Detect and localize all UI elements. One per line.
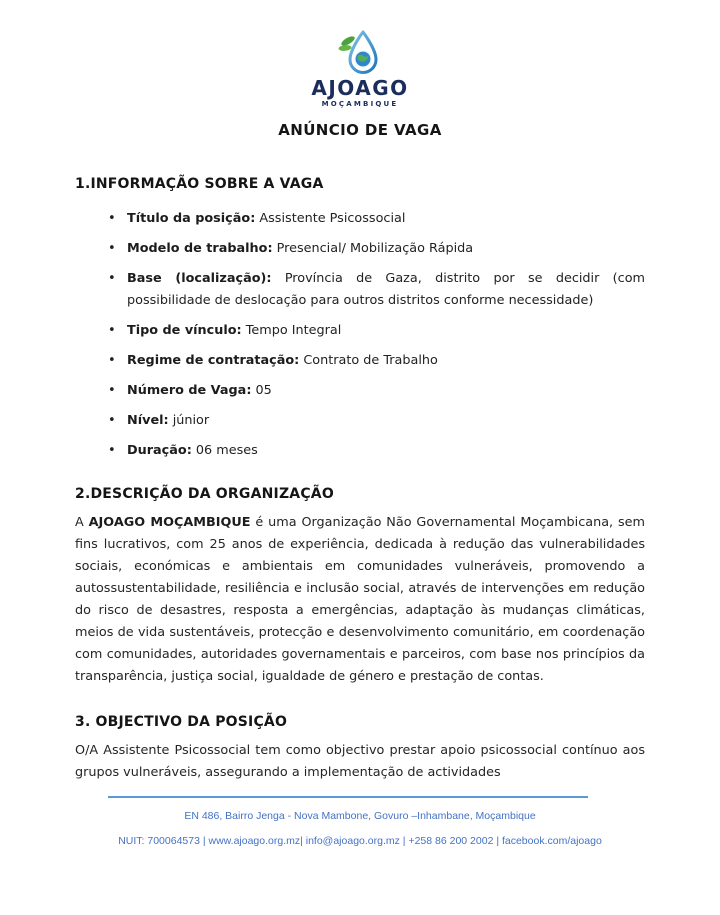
item-value: Tempo Integral (245, 323, 342, 338)
item-label: Modelo de trabalho: (127, 241, 273, 256)
paragraph-lead: A (75, 515, 84, 530)
list-item (75, 238, 645, 260)
list-item (75, 380, 645, 402)
item-label: Tipo de vínculo: (127, 323, 242, 338)
list-item (75, 268, 645, 312)
item-label: Nível: (127, 413, 169, 428)
item-value: 06 meses (195, 443, 258, 458)
section-vacancy-info (75, 176, 645, 462)
organization-paragraph (75, 512, 645, 688)
list-item (75, 440, 645, 462)
item-value: Província de Gaza, distrito por se decidir (com possibilidade de deslocação para outros distritos conforme necessidade) (127, 271, 645, 308)
item-label: Regime de contratação: (127, 353, 300, 368)
item-label: Título da posição: (127, 211, 256, 226)
section-organization (75, 486, 645, 688)
footer-divider (108, 796, 588, 798)
section-objective (75, 714, 645, 784)
item-value: Contrato de Trabalho (303, 353, 438, 368)
footer-address: EN 486, Bairro Jenga - Nova Mambone, Govuro –Inhambane, Moçambique (184, 810, 536, 822)
document-title: ANÚNCIO DE VAGA (278, 121, 442, 139)
logo (311, 30, 408, 109)
document-header (75, 30, 645, 139)
org-name-inline: AJOAGO MOÇAMBIQUE (88, 515, 251, 530)
org-name: AJOAGO (311, 76, 409, 100)
item-value: júnior (172, 413, 210, 428)
water-drop-globe-leaf-icon (330, 30, 390, 76)
item-label: Base (localização): (127, 271, 272, 286)
section-heading-info: 1.INFORMAÇÃO SOBRE A VAGA (75, 176, 324, 192)
item-value: Assistente Psicossocial (259, 211, 406, 226)
document-footer (75, 796, 645, 848)
list-item (75, 320, 645, 342)
vacancy-details-list (75, 208, 645, 462)
list-item (75, 350, 645, 372)
objective-paragraph: O/A Assistente Psicossocial tem como objectivo prestar apoio psicossocial contínuo aos grupos vulneráveis, assegurando a implementação de actividades (75, 743, 645, 780)
item-value: 05 (255, 383, 272, 398)
org-subtitle: MOÇAMBIQUE (321, 100, 399, 108)
item-value: Presencial/ Mobilização Rápida (276, 241, 474, 256)
list-item (75, 410, 645, 432)
paragraph-rest: é uma Organização Não Governamental Moçambicana, sem fins lucrativos, com 25 anos de experiência, dedicada à redução das vulnerabilidades sociais, económicas e ambientais em comunidades vulneráveis, promovendo a autossustentabilidade, resiliência e inclusão social, através de intervenções em redução do risco de desastres, resposta a emergências, adaptação às mudanças climáticas, meios de vida sustentáveis, protecção e desenvolvimento comunitário, em coordenação com comunidades, autoridades governamentais e parceiros, com base nos princípios da transparência, justiça social, igualdade de género e prestação de contas. (75, 515, 645, 684)
item-label: Número de Vaga: (127, 383, 252, 398)
item-label: Duração: (127, 443, 192, 458)
section-heading-objective: 3. OBJECTIVO DA POSIÇÃO (75, 714, 288, 730)
section-heading-organization: 2.DESCRIÇÃO DA ORGANIZAÇÃO (75, 486, 334, 502)
footer-contacts: NUIT: 700064573 | www.ajoago.org.mz| info@ajoago.org.mz | +258 86 200 2002 | facebook.com/ajoago (118, 835, 602, 847)
list-item (75, 208, 645, 230)
